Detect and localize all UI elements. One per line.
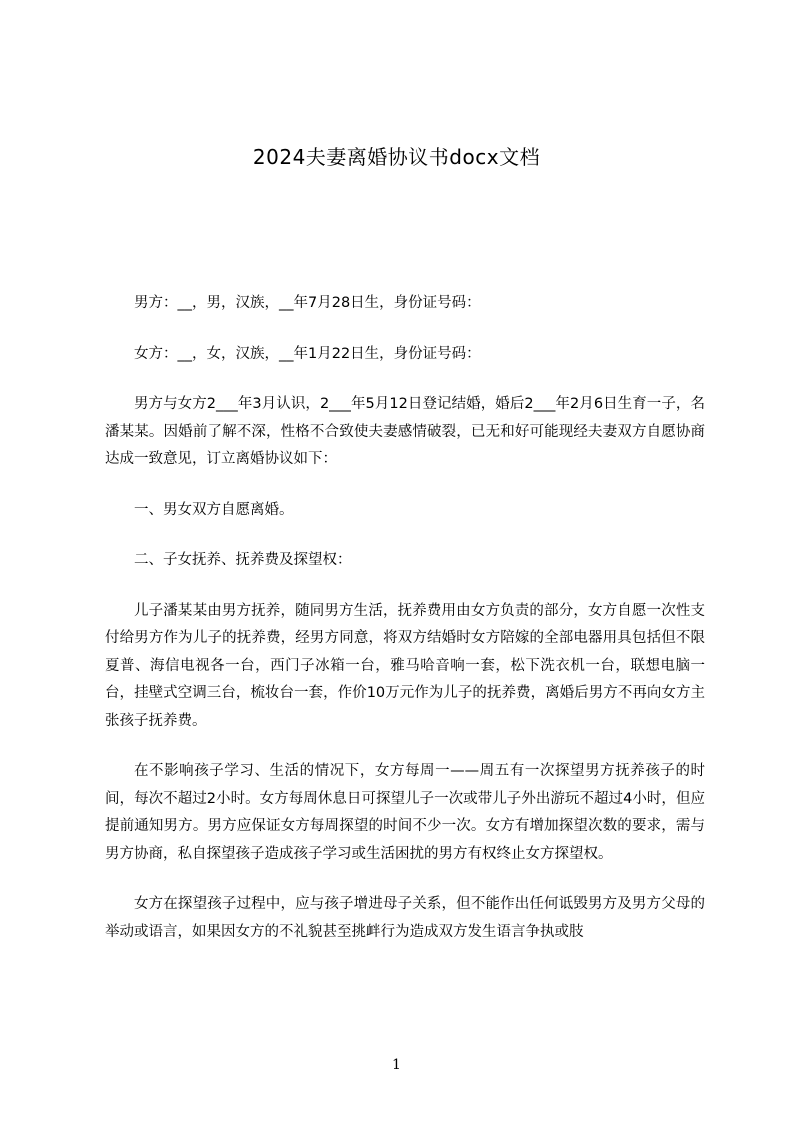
paragraph-background: 男方与女方2___年3月认识，2___年5月12日登记结婚，婚后2___年2月6日生育一子，名潘某某。因婚前了解不深，性格不合致使夫妻感情破裂，已无和好可能现经夫妻双方自愿协商达成一致意见，订立离婚协议如下：	[105, 396, 705, 467]
page-number: 1	[392, 1057, 401, 1073]
paragraph-male-party: 男方：__，男，汉族，__年7月28日生，身份证号码：	[134, 295, 481, 311]
paragraph-visitation-conduct: 女方在探望孩子过程中，应与孩子增进母子关系，但不能作出任何诋毁男方及男方父母的举动或语言，如果因女方的不礼貌甚至挑衅行为造成双方发生语言争执或肢	[105, 896, 705, 940]
paragraph-clause-2-heading: 二、子女抚养、抚养费及探望权：	[134, 552, 352, 568]
paragraph-visitation: 在不影响孩子学习、生活的情况下，女方每周一——周五有一次探望男方抚养孩子的时间，每次不超过2小时。女方每周休息日可探望儿子一次或带儿子外出游玩不超过4小时，但应提前通知男方。男方应保证女方每周探望的时间不少一次。女方有增加探望次数的要求，需与男方协商，私自探望孩子造成孩子学习或生活困扰的男方有权终止女方探望权。	[105, 763, 705, 862]
paragraph-female-party: 女方：__，女，汉族，__年1月22日生，身份证号码：	[134, 345, 481, 362]
document-body	[105, 290, 705, 969]
paragraph-clause-1: 一、男女双方自愿离婚。	[134, 501, 294, 518]
document-title: 2024夫妻离婚协议书docx文档	[252, 145, 541, 169]
paragraph-custody: 儿子潘某某由男方抚养，随同男方生活，抚养费用由女方负责的部分，女方自愿一次性支付给男方作为儿子的抚养费，经男方同意，将双方结婚时女方陪嫁的全部电器用具包括但不限夏普、海信电视各一台，西门子冰箱一台，雅马哈音响一套，松下洗衣机一台，联想电脑一台，挂壁式空调三台，梳妆台一套，作价10万元作为儿子的抚养费，离婚后男方不再向女方主张孩子抚养费。	[105, 602, 705, 729]
